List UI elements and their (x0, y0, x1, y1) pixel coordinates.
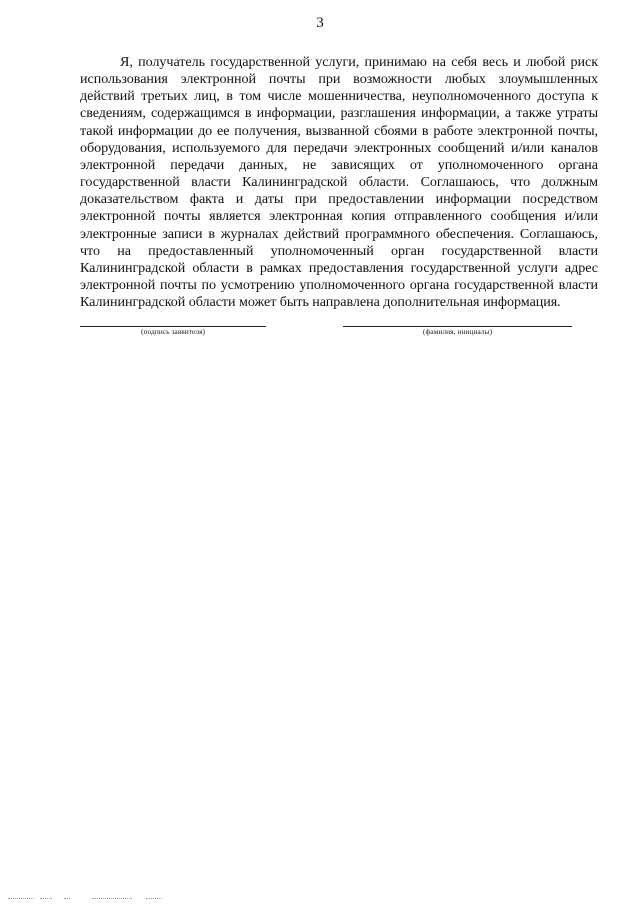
scan-artifact (64, 898, 70, 899)
scan-artifact (8, 898, 34, 899)
scan-artifact (92, 898, 132, 899)
page-number: 3 (316, 15, 324, 31)
scan-artifact (146, 898, 162, 899)
consent-paragraph: Я, получатель государственной услуги, принимаю на себя весь и любой риск использования электронной почты при возможности любых злоумышленных действий третьих лиц, в том числе мошенничества, неуполномоченного доступа к сведениям, содержащимся в информации, разглашения информации, а также утраты такой информации до ее получения, вызванной сбоями в работе электронной почты, оборудования, используемого для передачи электронных сообщений и/или каналов электронной передачи данных, не зависящих от уполномоченного органа государственной власти Калининградской области. Соглашаюсь, что должным доказательством факта и даты при предоставлении информации посредством электронной почты является электронная копия отправленного сообщения и/или электронные записи в журналах действий программного обеспечения. Соглашаюсь, что на предоставленный уполномоченный орган государственной власти Калининградской области в рамках предоставления государственной услуги адрес электронной почты по усмотрению уполномоченного органа государственной власти Калининградской области может быть направлена дополнительная информация. (80, 54, 598, 311)
signature-caption: (подпись заявителя) (140, 327, 206, 336)
scan-artifact (40, 898, 52, 899)
name-initials-caption: (фамилия, инициалы) (422, 327, 493, 336)
